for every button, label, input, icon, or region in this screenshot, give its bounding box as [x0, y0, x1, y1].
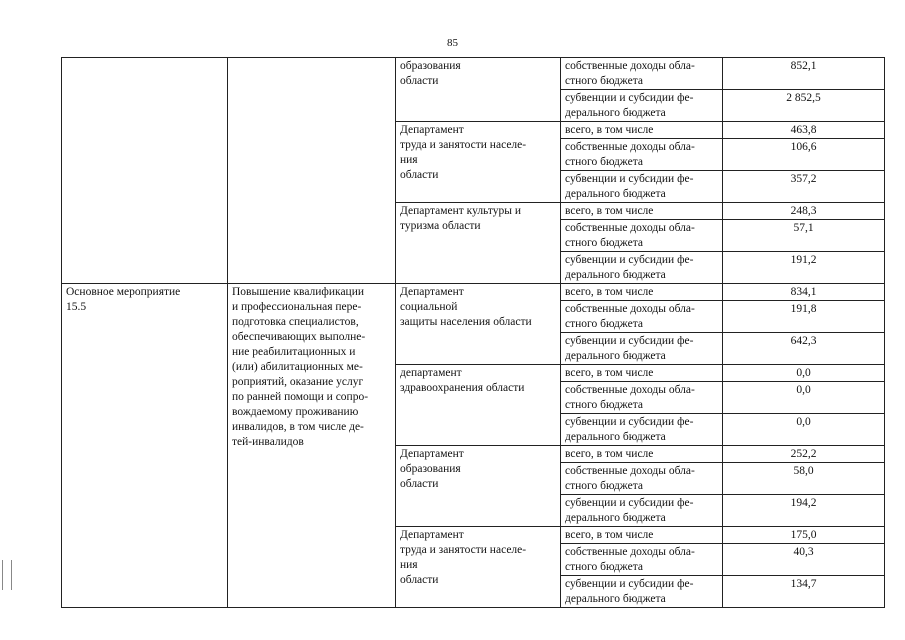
amount-cell: 58,0 [723, 463, 885, 495]
amount-cell: 252,2 [723, 446, 885, 463]
department-cell: Департамент труда и занятости населе- ния области [396, 122, 561, 203]
funding-source-cell: собственные доходы обла- стного бюджета [561, 463, 723, 495]
funding-source-cell: всего, в том числе [561, 203, 723, 220]
funding-source-cell: субвенции и субсидии фе- дерального бюджета [561, 90, 723, 122]
event-cell-empty [62, 58, 228, 284]
funding-source-cell: собственные доходы обла- стного бюджета [561, 58, 723, 90]
budget-table [61, 57, 885, 608]
amount-cell: 0,0 [723, 382, 885, 414]
funding-source-cell: собственные доходы обла- стного бюджета [561, 382, 723, 414]
funding-source-cell: собственные доходы обла- стного бюджета [561, 220, 723, 252]
funding-source-cell: субвенции и субсидии фе- дерального бюджета [561, 576, 723, 608]
amount-cell: 0,0 [723, 414, 885, 446]
funding-source-cell: субвенции и субсидии фе- дерального бюджета [561, 414, 723, 446]
funding-source-cell: всего, в том числе [561, 527, 723, 544]
funding-source-cell: собственные доходы обла- стного бюджета [561, 544, 723, 576]
table-row [62, 58, 885, 90]
funding-source-cell: собственные доходы обла- стного бюджета [561, 301, 723, 333]
department-cell: Департамент социальной защиты населения области [396, 284, 561, 365]
amount-cell: 834,1 [723, 284, 885, 301]
amount-cell: 175,0 [723, 527, 885, 544]
margin-mark [2, 560, 12, 590]
funding-source-cell: всего, в том числе [561, 365, 723, 382]
funding-source-cell: субвенции и субсидии фе- дерального бюджета [561, 495, 723, 527]
table-row [62, 284, 885, 301]
amount-cell: 191,8 [723, 301, 885, 333]
description-cell-empty [228, 58, 396, 284]
department-cell: образования области [396, 58, 561, 122]
amount-cell: 134,7 [723, 576, 885, 608]
amount-cell: 852,1 [723, 58, 885, 90]
funding-source-cell: всего, в том числе [561, 122, 723, 139]
department-cell: Департамент труда и занятости населе- ния области [396, 527, 561, 608]
amount-cell: 106,6 [723, 139, 885, 171]
amount-cell: 0,0 [723, 365, 885, 382]
page-number: 85 [447, 37, 458, 49]
amount-cell: 194,2 [723, 495, 885, 527]
amount-cell: 357,2 [723, 171, 885, 203]
amount-cell: 2 852,5 [723, 90, 885, 122]
department-cell: Департамент образования области [396, 446, 561, 527]
funding-source-cell: всего, в том числе [561, 284, 723, 301]
event-description-cell: Повышение квалификации и профессиональная пере- подготовка специалистов, обеспечивающих выполне- ние реабилитационных и (или) абилитационных ме- роприятий, оказание услуг по ранней помощи и сопро- вождаемому проживанию инвалидов, в том числе де- тей-инвалидов [228, 284, 396, 608]
amount-cell: 40,3 [723, 544, 885, 576]
funding-source-cell: собственные доходы обла- стного бюджета [561, 139, 723, 171]
amount-cell: 463,8 [723, 122, 885, 139]
funding-source-cell: субвенции и субсидии фе- дерального бюджета [561, 333, 723, 365]
department-cell: департамент здравоохранения области [396, 365, 561, 446]
funding-source-cell: субвенции и субсидии фе- дерального бюджета [561, 171, 723, 203]
funding-source-cell: всего, в том числе [561, 446, 723, 463]
event-name-cell: Основное мероприятие 15.5 [62, 284, 228, 608]
amount-cell: 248,3 [723, 203, 885, 220]
funding-source-cell: субвенции и субсидии фе- дерального бюджета [561, 252, 723, 284]
amount-cell: 642,3 [723, 333, 885, 365]
amount-cell: 191,2 [723, 252, 885, 284]
amount-cell: 57,1 [723, 220, 885, 252]
department-cell: Департамент культуры и туризма области [396, 203, 561, 284]
